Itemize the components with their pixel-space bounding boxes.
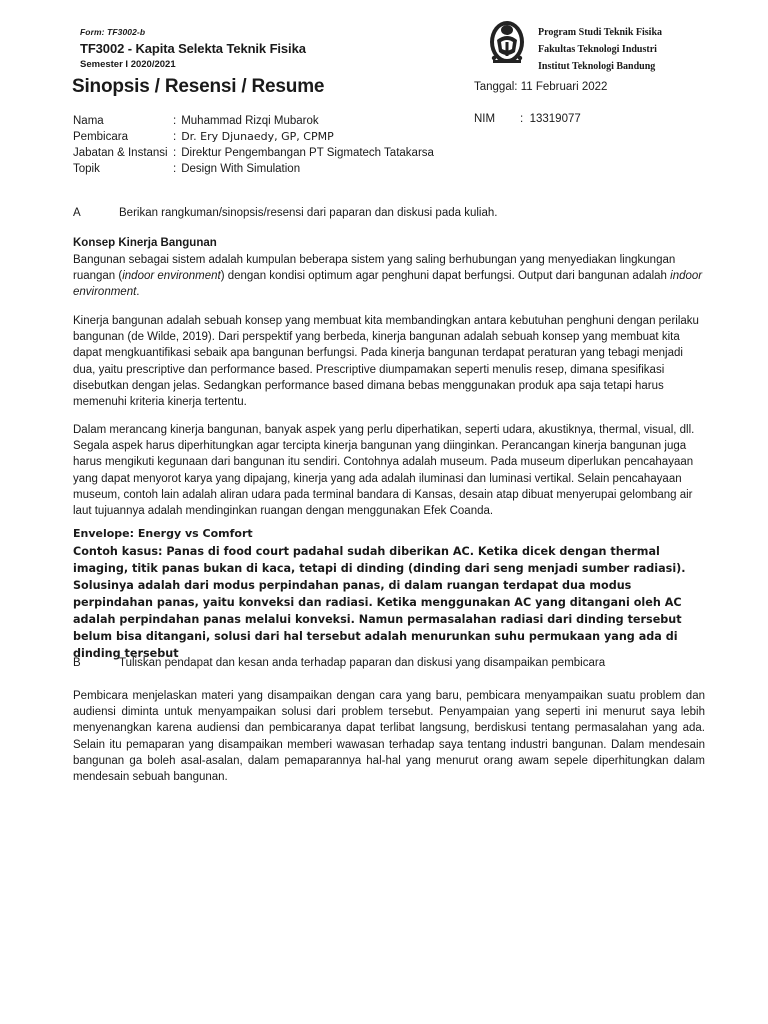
paragraph: Bangunan sebagai sistem adalah kumpulan beberapa sistem yang saling berhubungan yang menyediakan lingkungan ruangan (indoor environment) dengan kondisi optimum agar penghuni dapat berfungsi. Output dari bangunan adalah indoor environment. [73,254,703,299]
form-code: Form: TF3002-b [80,27,146,37]
institution-line: Institut Teknologi Bandung [538,61,656,72]
paragraph: Pembicara menjelaskan materi yang disampaikan dengan cara yang baru, pembicara menyampaikan suatu problem dan audiensi diminta untuk menyampaikan solusi dari problem tersebut. Penyampaian yang seperti ini menurut saya lebih menyenangkan karena audiensi dan pembicaranya dapat terlibat langsung, berdiskusi tentang permasalahan yang ada. Selain itu pemaparan yang disampaikan memberi wawasan terhadap saya tentang industri bangunan. Dalam mendesain bangunan ga boleh asal-asalan, dalam pemaparannya hal-hal yang menurut orang awam sepele diperhitungkan dalam mendesain sebuah bangunan. [73,690,705,784]
section-heading: Envelope: Energy vs Comfort [73,527,253,540]
identity-block [73,113,434,177]
name-label: Nama [73,115,104,127]
nim-row [474,113,581,125]
topic-label: Topik [73,163,100,175]
separator: : [173,163,177,175]
position-row [73,145,434,161]
institution-line: Fakultas Teknologi Industri [538,44,657,55]
date-value: 11 Februari 2022 [520,81,608,93]
separator: : [173,131,177,143]
name-value: Muhammad Rizqi Mubarok [181,115,319,127]
topic-value: Design With Simulation [181,163,301,175]
section-b-prompt [73,657,605,669]
semester: Semester I 2020/2021 [80,59,176,70]
position-label: Jabatan & Instansi [73,147,168,159]
institution-line: Program Studi Teknik Fisika [538,27,663,38]
itb-ganesha-logo-icon [487,18,527,66]
nim-value: 13319077 [529,113,581,125]
nim-label: NIM [474,113,496,125]
separator: : [520,113,524,125]
prompt-text: Berikan rangkuman/sinopsis/resensi dari paparan dan diskusi pada kuliah. [119,207,498,219]
speaker-label: Pembicara [73,131,128,143]
topic-row [73,161,434,177]
section-letter: B [73,657,81,669]
name-row [73,113,434,129]
section-heading: Konsep Kinerja Bangunan [73,237,217,249]
paragraph: Dalam merancang kinerja bangunan, banyak aspek yang perlu diperhatikan, seperti udara, akustiknya, thermal, visual, dll. Segala aspek harus diperhitungkan agar tercipta kinerja bangunan yang diinginkan. Perancangan kinerja bangunan juga harus mengikuti kegunaan dari bangunan itu sendiri. Contohnya adalah museum. Pada museum diperlukan pencahayaan yang dapat menyorot karya yang dipajang, kinerja yang ada adalah iluminasi dan luminasi vertikal. Selain pencahayaan museum, contoh lain adalah aliran udara pada terminal bandara di Kansas, desain atap dibuat menyerupai gelombang air laut tujuannya adalah mendinginkan ruangan dengan menggunakan Efek Coanda. [73,424,695,518]
paragraph: Kinerja bangunan adalah sebuah konsep yang membuat kita membandingkan antara kebutuhan penghuni dengan perilaku bangunan (de Wilde, 2019). Dari perspektif yang berbeda, kinerja bangunan adalah sebuah konsep yang membuat kita dapat mengkuantifikasi sebaik apa bangunan berfungsi. Pada kinerja bangunan terdapat peraturan yang tebagi menjadi dua, yaitu prescriptive dan performance based. Prescriptive diumpamakan seperti menulis resep, dimana spesifikasi disebutkan dengan jelas. Sedangkan performance based dimana bebas menggunakan produk apa saja tetapi harus memenuhi kriteria kinerja tertentu. [73,315,699,409]
separator: : [173,147,177,159]
course-title: TF3002 - Kapita Selekta Teknik Fisika [80,41,306,56]
date-line [474,81,607,93]
position-value: Direktur Pengembangan PT Sigmatech Tatakarsa [181,147,434,159]
speaker-value: Dr. Ery Djunaedy, GP, CPMP [181,130,334,143]
document-title: Sinopsis / Resensi / Resume [72,76,325,97]
section-letter: A [73,207,81,219]
case-paragraph: Contoh kasus: Panas di food court padahal sudah diberikan AC. Ketika dicek dengan thermal imaging, titik panas bukan di kaca, tetapi di dinding (dinding dari seng menjadi sumber radiasi). Solusinya adalah dari modus perpindahan panas, di dalam ruangan terdapat dua modus perpindahan panas, yaitu konveksi dan radiasi. Ketika menggunakan AC yang ditangani oleh AC adalah perpindahan panas melalui konveksi. Namun permasalahan radiasi dari dinding tersebut belum bisa ditangani, solusi dari hal tersebut adalah menurunkan suhu permukaan yang ada di dinding tersebut [73,545,686,660]
separator: : [173,115,177,127]
section-a-prompt [73,207,497,219]
prompt-text: Tuliskan pendapat dan kesan anda terhadap paparan dan diskusi yang disampaikan pembicara [119,657,606,669]
date-label: Tanggal: [474,81,518,93]
speaker-row [73,129,434,145]
institution-block [538,24,662,75]
